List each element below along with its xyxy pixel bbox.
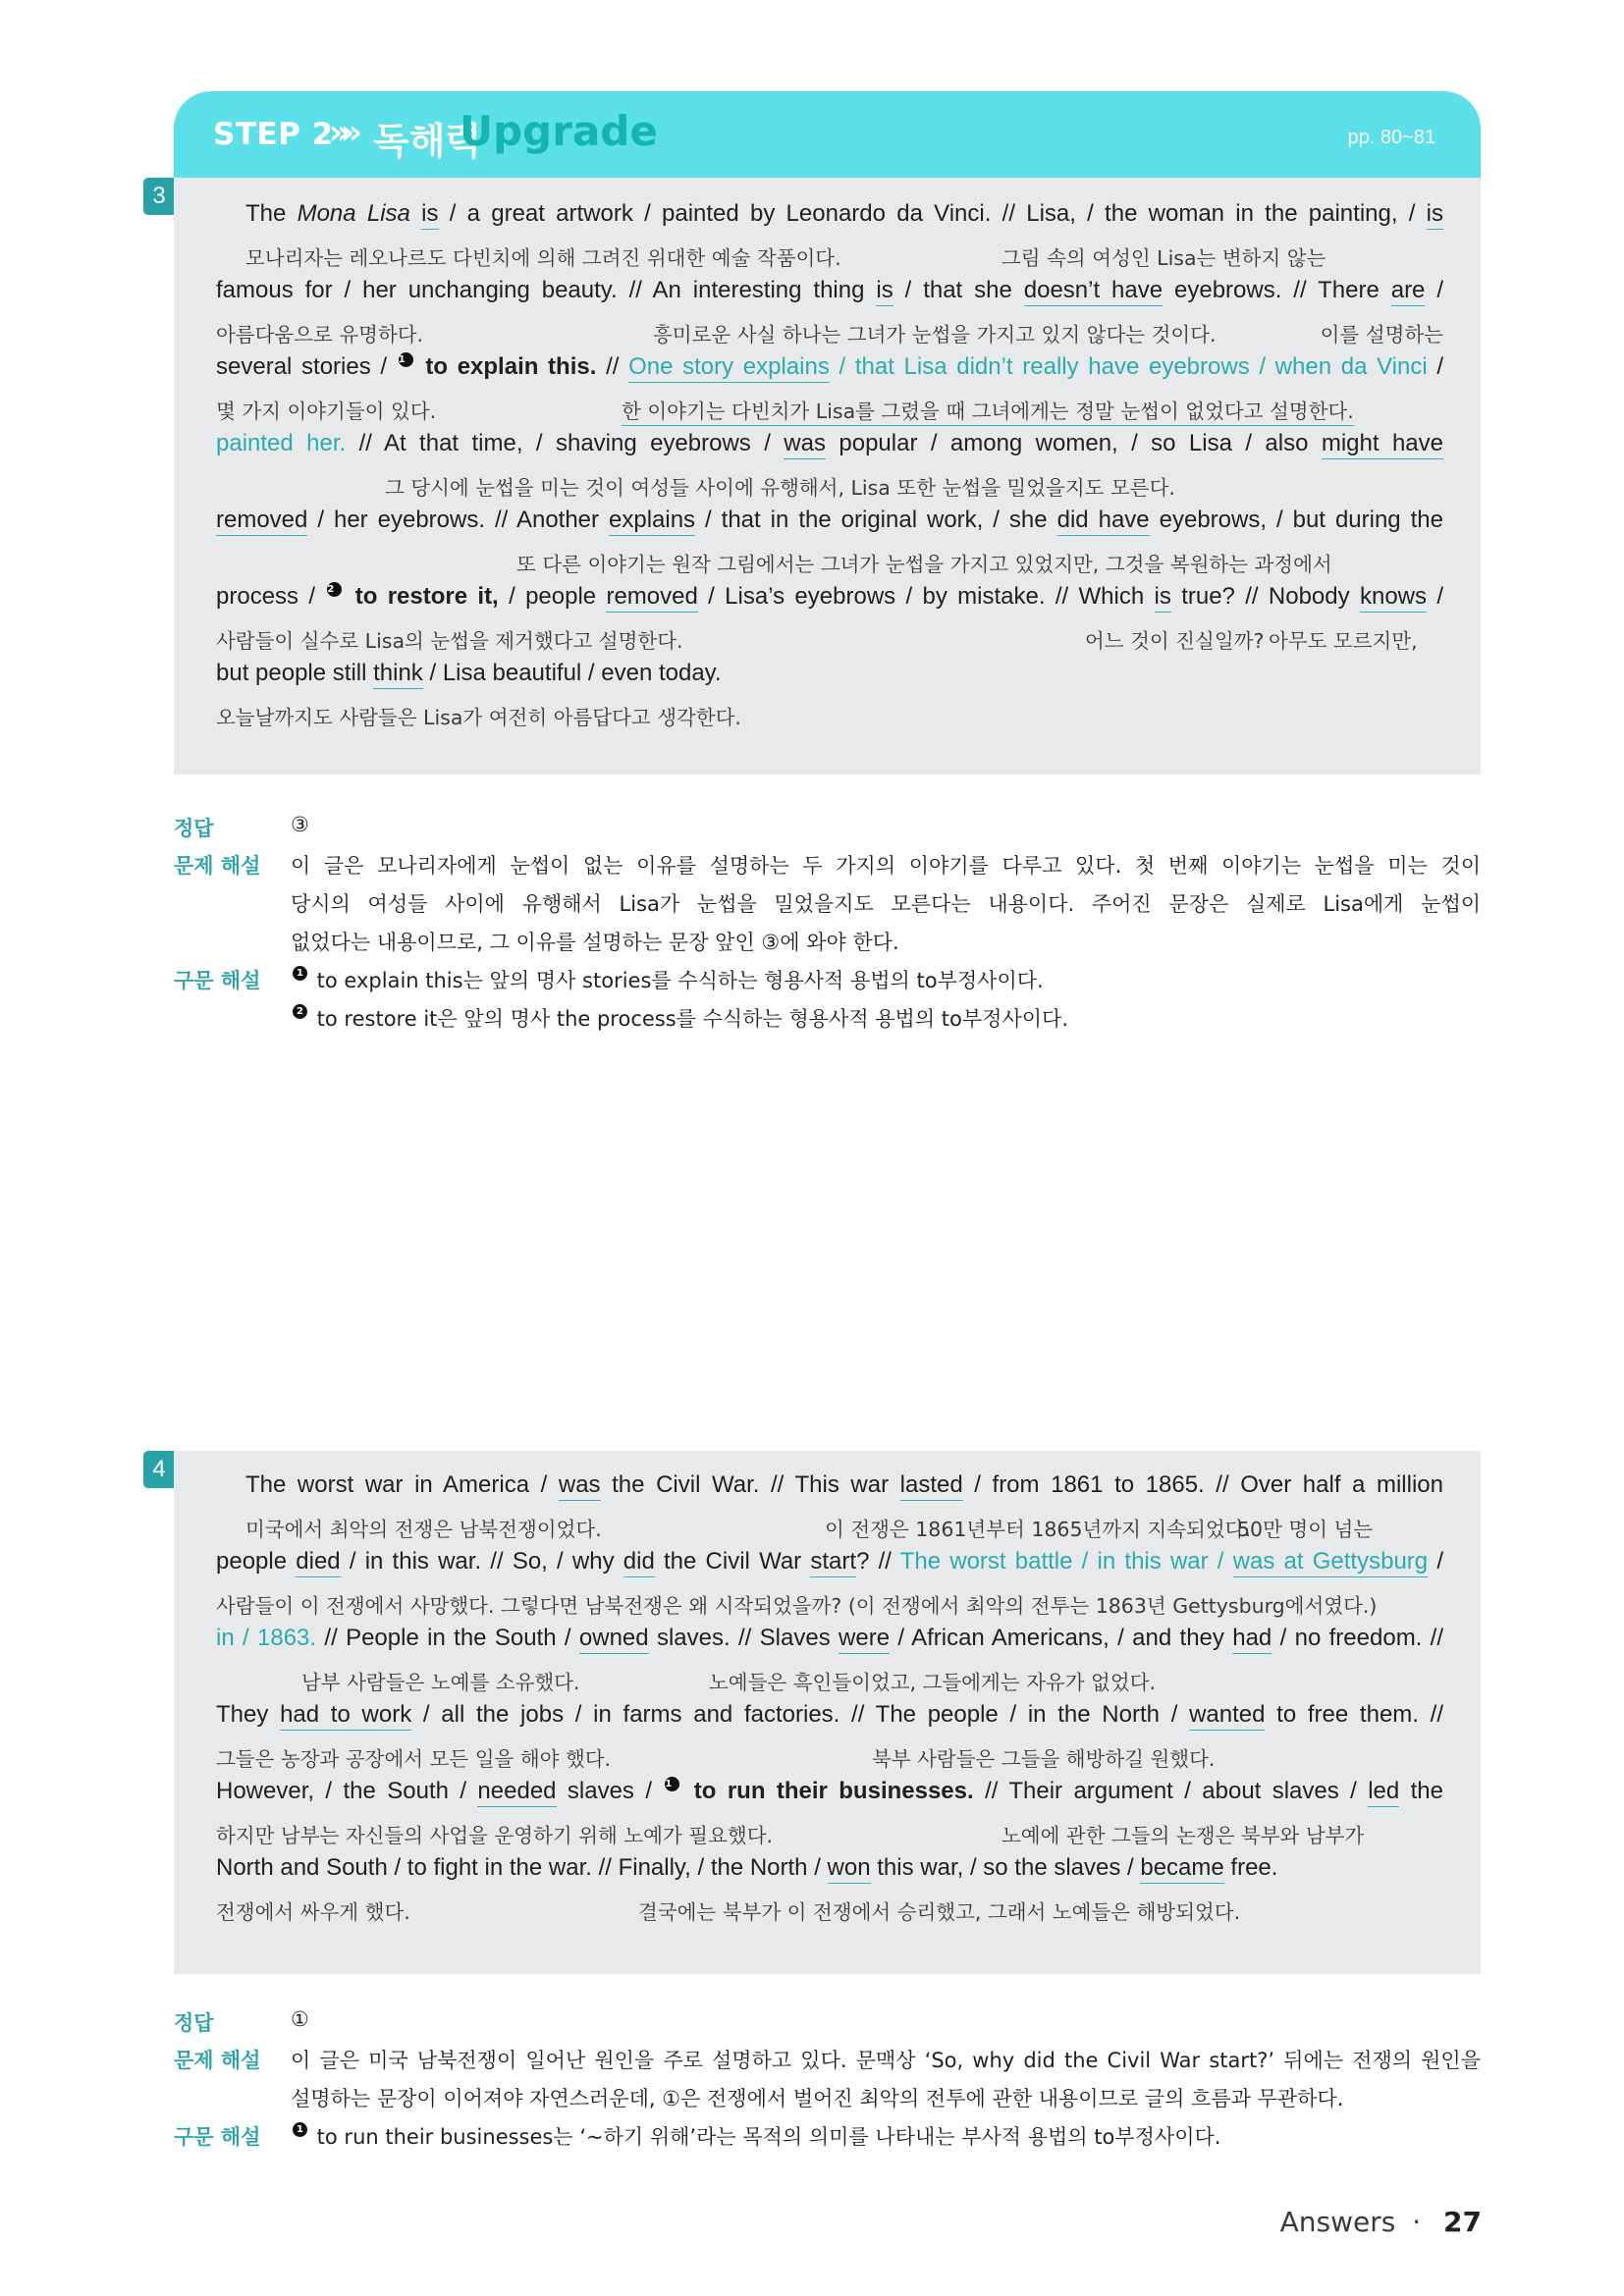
section-header [174,91,1481,178]
korean-line: 아름다움으로 유명하다. 흥미로운 사실 하나는 그녀가 눈썹을 가지고 있지 않다는 것이다. 이를 설명하는 [216,323,1443,347]
explanation-line: 없었다는 내용이므로, 그 이유를 설명하는 문장 앞인 ③에 와야 한다. [291,931,899,954]
syntax-label: 구문 해설 [174,2125,261,2149]
korean-line: 오늘날까지도 사람들은 Lisa가 여전히 아름답다고 생각한다. [216,706,741,729]
korean-line: 그 당시에 눈썹을 미는 것이 여성들 사이에 유행해서, Lisa 또한 눈썹을 밀었을지도 모른다. [385,476,1175,500]
explanation-line: 이 글은 미국 남북전쟁이 일어난 원인을 주로 설명하고 있다. 문맥상 ‘So, why did the Civil War start?’ 뒤에는 전쟁의 원인을 [291,2049,1481,2072]
answer-value: ③ [291,813,309,836]
page-footer [1280,2206,1482,2238]
english-line: but people still think / Lisa beautiful / even today. [216,659,1443,688]
explanation-label: 문제 해설 [174,854,261,878]
answer-label: 정답 [174,817,214,840]
explanation-line: 당시의 여성들 사이에 유행해서 Lisa가 눈썹을 밀었을지도 모른다는 내용이다. 주어진 문장은 실제로 Lisa에게 눈썹이 [291,892,1481,916]
korean-line: 몇 가지 이야기들이 있다. 한 이야기는 다빈치가 Lisa를 그렸을 때 그녀에게는 정말 눈썹이 없었다고 설명한다. [216,398,1443,425]
english-line: The Mona Lisa is / a great artwork / painted by Leonardo da Vinci. // Lisa, / the woman in the painting, / is [245,199,1443,229]
korean-line: 그들은 농장과 공장에서 모든 일을 해야 했다. 북부 사람들은 그들을 해방하길 원했다. [216,1747,1216,1771]
korean-line: 남부 사람들은 노예를 소유했다. 노예들은 흑인들이었고, 그들에게는 자유가 없었다. [301,1671,1156,1694]
english-line: famous for / her unchanging beauty. // An interesting thing is / that she doesn’t have eyebrows. // There are / [216,276,1443,305]
marker-3-icon: 1 [665,1777,679,1791]
section-title-english: Upgrade [460,107,658,155]
section-title-korean: 독해력 [373,120,482,163]
marker-2-icon: 2 [293,1004,307,1019]
page-reference: pp. 80~81 [1347,127,1435,148]
korean-line: 미국에서 최악의 전쟁은 남북전쟁이었다. 이 전쟁은 1861년부터 1865년까지 지속되었다. 50만 명이 넘는 [245,1518,1374,1541]
english-line: However, / the South / needed slaves / 1 to run their businesses. // Their argument / about slaves / led the [216,1777,1443,1806]
syntax-line: 1 to run their businesses는 ‘~하기 위해’라는 목적의 의미를 나타내는 부사적 용법의 to부정사이다. [291,2121,1481,2151]
korean-line: 사람들이 이 전쟁에서 사망했다. 그렇다면 남북전쟁은 왜 시작되었을까? (이 전쟁에서 최악의 전투는 1863년 Gettysburg에서였다.) [216,1594,1378,1618]
marker-2-icon: 2 [327,582,342,597]
english-line: They had to work / all the jobs / in farms and factories. // The people / in the North / wanted to free them. // [216,1700,1443,1730]
korean-line: 모나리자는 레오나르도 다빈치에 의해 그려진 위대한 예술 작품이다. 그림 속의 여성인 Lisa는 변하지 않는 [245,246,1326,270]
marker-1-icon: 1 [293,966,307,981]
explanation-line: 이 글은 모나리자에게 눈썹이 없는 이유를 설명하는 두 가지의 이야기를 다루고 있다. 첫 번째 이야기는 눈썹을 미는 것이 [291,854,1481,878]
syntax-label: 구문 해설 [174,969,261,992]
marker-1-icon: 1 [293,2122,307,2137]
english-line: in / 1863. // People in the South / owned slaves. // Slaves were / African Americans, / and they had / no freedom. // [216,1624,1443,1653]
english-line: The worst war in America / was the Civil War. // This war lasted / from 1861 to 1865. // Over half a million [245,1470,1443,1500]
english-line: painted her. // At that time, / shaving eyebrows / was popular / among women, / so Lisa / also might have [216,429,1443,458]
step-label: STEP 2 [213,117,334,152]
double-chevron-icon: »» [329,113,352,152]
question-number-badge: 4 [143,1451,175,1488]
korean-line: 하지만 남부는 자신들의 사업을 운영하기 위해 노예가 필요했다. 노예에 관한 그들의 논쟁은 북부와 남부가 [216,1824,1365,1847]
english-line: process / 2 to restore it, / people removed / Lisa’s eyebrows / by mistake. // Which is true? // Nobody knows / [216,582,1443,612]
answer-label: 정답 [174,2011,214,2035]
question-number-badge: 3 [143,178,175,215]
korean-line: 전쟁에서 싸우게 했다. 결국에는 북부가 이 전쟁에서 승리했고, 그래서 노예들은 해방되었다. [216,1900,1241,1924]
passage-box [174,178,1481,774]
english-line: North and South / to fight in the war. // Finally, / the North / won this war, / so the slaves / became free. [216,1853,1443,1883]
korean-line: 사람들이 실수로 Lisa의 눈썹을 제거했다고 설명한다. 어느 것이 진실일까? 아무도 모르지만, [216,629,1418,653]
syntax-line: 2 to restore it은 앞의 명사 the process를 수식하는 형용사적 용법의 to부정사이다. [291,1003,1481,1033]
explanation-label: 문제 해설 [174,2049,261,2072]
marker-1-icon: 1 [399,352,413,367]
english-line: people died / in this war. // So, / why did the Civil War start? // The worst battle / in this war / was at Gettysburg / [216,1547,1443,1576]
answer-value: ① [291,2007,309,2031]
syntax-line: 1 to explain this는 앞의 명사 stories를 수식하는 형용사적 용법의 to부정사이다. [291,965,1481,994]
english-line: removed / her eyebrows. // Another explains / that in the original work, / she did have eyebrows, / but during the [216,506,1443,535]
korean-line: 또 다른 이야기는 원작 그림에서는 그녀가 눈썹을 가지고 있었지만, 그것을 복원하는 과정에서 [516,553,1332,576]
passage-box [174,1451,1481,1974]
explanation-line: 설명하는 문장이 이어져야 자연스러운데, ①은 전쟁에서 벌어진 최악의 전투에 관한 내용이므로 글의 흐름과 무관하다. [291,2087,1344,2110]
footer-label: Answers [1279,2206,1396,2238]
footer-separator: · [1412,2206,1422,2238]
english-line: several stories / 1 to explain this. // One story explains / that Lisa didn’t really have eyebrows / when da Vinci / [216,352,1443,382]
page-number: 27 [1443,2206,1482,2238]
